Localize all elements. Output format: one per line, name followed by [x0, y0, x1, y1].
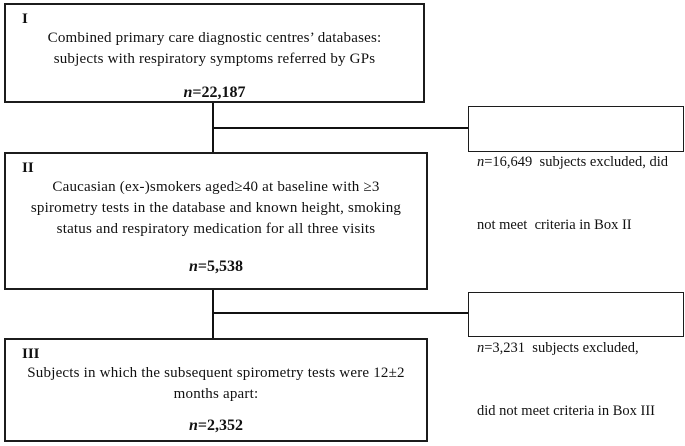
box-II-n-number: =5,538	[197, 258, 244, 275]
box-I-n-number: =22,187	[192, 84, 246, 101]
exclusion-1-line-1	[477, 152, 677, 173]
box-III-n-value	[18, 416, 414, 436]
exclusion-2-line-1	[477, 338, 677, 359]
box-I-line-1: Combined primary care diagnostic centres’ databases:	[47, 30, 382, 46]
box-III-n-prefix: n	[188, 417, 198, 434]
box-III	[4, 338, 428, 442]
box-II-line-1: Caucasian (ex-)smokers aged≥40 at baseline with ≥3	[52, 179, 380, 195]
exclusion-2-line-2: did not meet criteria in Box III	[477, 403, 655, 419]
box-I-n-value	[18, 83, 411, 103]
box-III-text	[18, 363, 414, 405]
box-I-line-2: subjects with respiratory symptoms referred by GPs	[53, 51, 376, 67]
box-I-text	[18, 28, 411, 70]
box-II-n-prefix: n	[188, 258, 198, 275]
connector-box-II-to-box-III	[212, 290, 214, 338]
box-III-n-number: =2,352	[197, 417, 244, 434]
box-I	[4, 3, 425, 103]
box-III-numeral: III	[22, 346, 40, 362]
box-II-numeral: II	[22, 160, 34, 176]
exclusion-1-n-prefix: n	[477, 154, 485, 170]
exclusion-1-line-2: not meet criteria in Box II	[477, 217, 632, 233]
exclusion-1-text-1: =16,649 subjects excluded, did	[484, 154, 669, 170]
exclusion-box-1	[468, 106, 684, 233]
connector-branch-exclusion-1	[214, 127, 468, 129]
box-II-text	[18, 177, 414, 240]
box-III-line-1: Subjects in which the subsequent spirometry tests were 12±2	[27, 365, 405, 381]
box-II-line-2: spirometry tests in the database and known height, smoking	[30, 200, 402, 216]
box-II-n-value	[18, 257, 414, 277]
box-I-numeral: I	[22, 11, 28, 27]
exclusion-2-n-prefix: n	[477, 340, 485, 356]
exclusion-2-text-1: =3,231 subjects excluded,	[484, 340, 639, 356]
box-I-n-prefix: n	[183, 84, 193, 101]
box-II-line-3: status and respiratory medication for all three visits	[56, 221, 376, 237]
box-II	[4, 152, 428, 290]
box-III-line-2: months apart:	[173, 386, 259, 402]
connector-branch-exclusion-2	[214, 312, 468, 314]
exclusion-box-2	[468, 292, 684, 419]
